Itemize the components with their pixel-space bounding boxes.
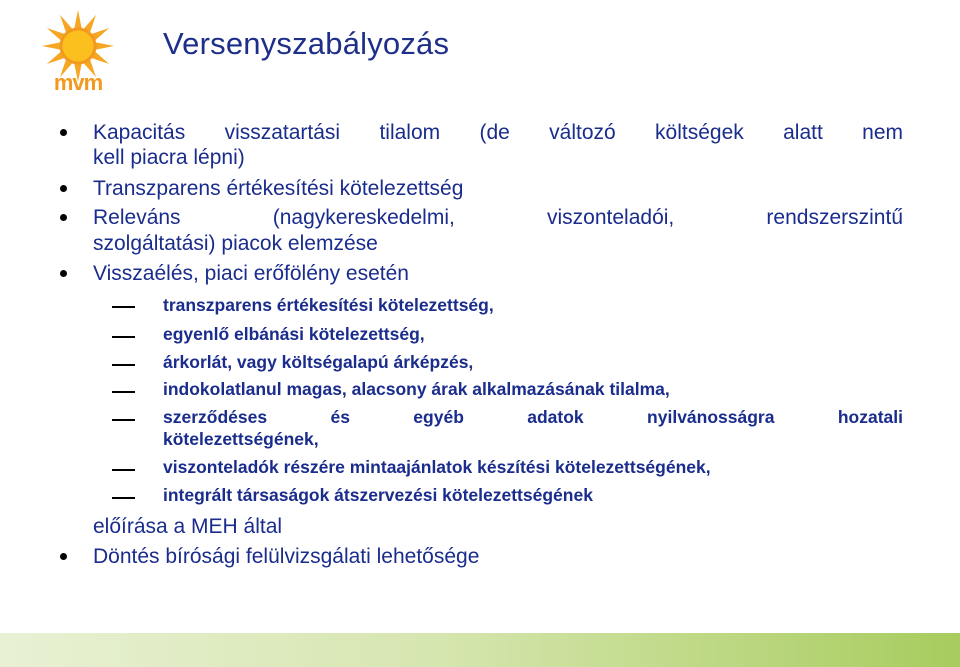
bullet-item-4: Visszaélés, piaci erőfölény esetén <box>93 262 409 285</box>
dash-marker <box>112 364 135 366</box>
sub-item-5-line2: kötelezettségének, <box>163 429 319 449</box>
sub-item-1: transzparens értékesítési kötelezettség, <box>163 295 494 315</box>
continuation-text: előírása a MEH által <box>93 515 283 538</box>
dash-marker <box>112 336 135 338</box>
bullet-dot <box>60 214 67 221</box>
bullet-dot <box>60 270 67 277</box>
dash-marker <box>112 306 135 308</box>
sub-item-2: egyenlő elbánási kötelezettség, <box>163 324 425 344</box>
dash-marker <box>112 497 135 499</box>
sub-item-4: indokolatlanul magas, alacsony árak alkalmazásának tilalma, <box>163 379 670 399</box>
bullet-item-5: Döntés bírósági felülvizsgálati lehetősége <box>93 545 480 568</box>
bullet-item-3-line1: Releváns (nagykereskedelmi, viszonteladói, rendszerszintű <box>93 206 903 229</box>
bullet-dot <box>60 553 67 560</box>
bullet-item-1-line1: Kapacitás visszatartási tilalom (de változó költségek alatt nem <box>93 121 903 144</box>
logo-text: mvm <box>53 70 103 92</box>
dash-marker <box>112 391 135 393</box>
bullet-item-3-line2: szolgáltatási) piacok elemzése <box>93 232 378 255</box>
sub-item-7: integrált társaságok átszervezési kötelezettségének <box>163 485 593 505</box>
bullet-dot <box>60 129 67 136</box>
bullet-dot <box>60 185 67 192</box>
dash-marker <box>112 419 135 421</box>
footer-bar <box>0 633 960 667</box>
sub-item-3: árkorlát, vagy költségalapú árképzés, <box>163 352 474 372</box>
sub-item-5-line1: szerződéses és egyéb adatok nyilvánosságra hozatali <box>163 407 903 427</box>
bullet-item-1-line2: kell piacra lépni) <box>93 146 245 169</box>
bullet-item-2: Transzparens értékesítési kötelezettség <box>93 177 464 200</box>
sub-item-6: viszonteladók részére mintaajánlatok készítési kötelezettségének, <box>163 457 711 477</box>
slide-title: Versenyszabályozás <box>163 26 450 61</box>
dash-marker <box>112 469 135 471</box>
